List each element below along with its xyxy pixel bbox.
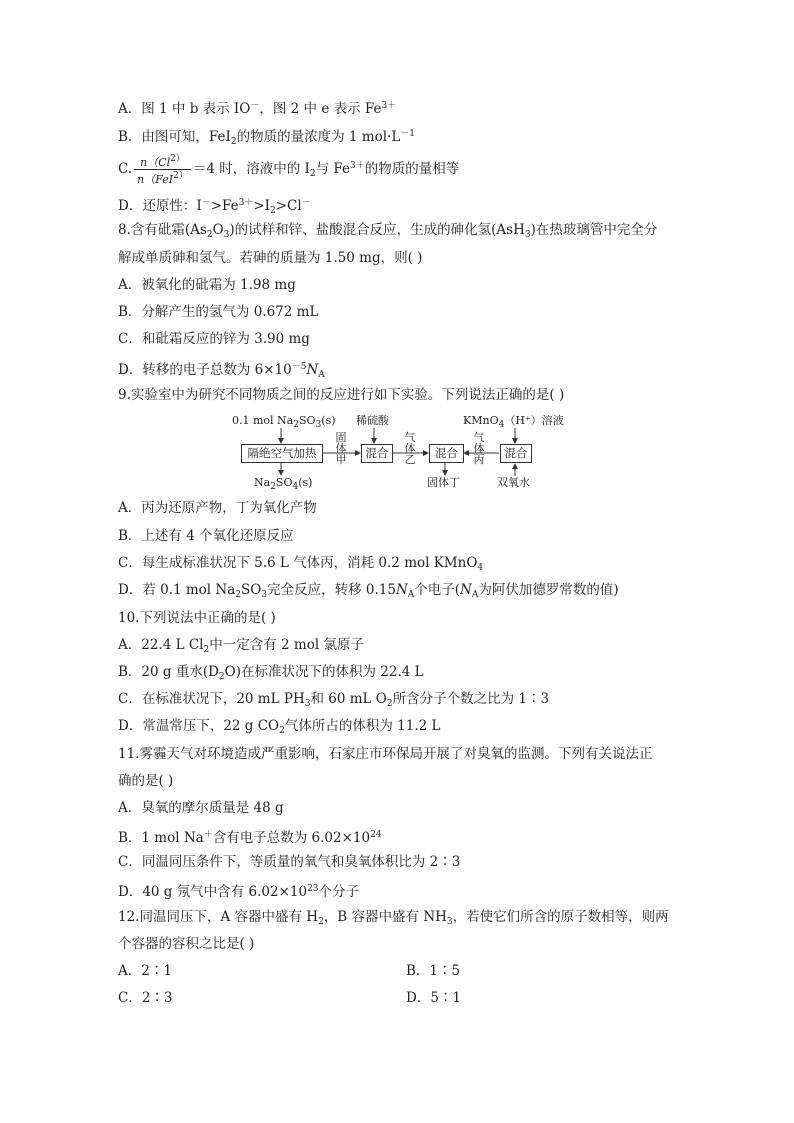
box-mix-3: 混合 (500, 444, 532, 463)
q11-option-c: C．同温同压条件下，等质量的氧气和臭氧体积比为 2∶3 (118, 854, 461, 870)
q8-stem-line1: 8.含有砒霜$(As_2O_3)$的试样和锌、盐酸混合反应，生成的砷化氢(AsH$_3$)在热玻璃管中完全分 (118, 222, 658, 240)
label-solid-ding: 固体丁 (427, 476, 460, 489)
q8-option-a: A．被氧化的砒霜为 1.98 mg (118, 277, 296, 293)
q8-option-b: B．分解产生的氢气为 0.672 mL (118, 304, 319, 320)
q9-option-a: A．丙为还原产物，丁为氧化产物 (118, 500, 317, 516)
fraction: $\frac{n(Cl^{2)}}{n(FeI^{2)}}$ (134, 153, 191, 186)
q12-option-a: A．2∶1 (118, 963, 172, 979)
q11-stem-line2: 确的是( ) (118, 773, 174, 789)
q9-option-b: B．上述有 4 个氧化还原反应 (118, 528, 294, 544)
q11-option-a: A．臭氧的摩尔质量是 48 g (118, 800, 284, 816)
box-mix-1: 混合 (361, 444, 393, 463)
q7-option-d: D．还原性：$I^->Fe^{3+}>I_2>Cl^-$ (118, 198, 311, 216)
q7-option-b: B．由图可知，FeI$_2$的物质的量浓度为 1 $mol\cdot L^{-1}$ (118, 129, 416, 147)
q11-option-b: B．1 mol Na＋含有电子总数为 $6.02\times 10^{24}$ (118, 830, 382, 846)
q8-stem-line2: 解成单质砷和氢气。若砷的质量为 1.50 mg，则( ) (118, 250, 423, 266)
reagent-kmno4: KMnO$_4$（H⁺）溶液 (463, 414, 564, 430)
product-na2so4: $Na_2SO_4(s)$ (254, 476, 313, 492)
q11-option-d: D．40 g 氖气中含有 $6.02\times 10^{23}$个分子 (118, 884, 360, 900)
q9-stem: 9.实验室中为研究不同物质之间的反应进行如下实验。下列说法正确的是( ) (118, 387, 565, 403)
q12-option-c: C．2∶3 (118, 990, 173, 1006)
reactant-na2so3: 0.1 mol $Na_2SO_3(s)$ (232, 414, 336, 430)
q8-option-c: C．和砒霜反应的锌为 3.90 mg (118, 331, 310, 347)
label-solid-jia: 固 体 甲 (335, 431, 347, 466)
q12-option-b: B．1∶5 (406, 963, 461, 979)
q11-stem-line1: 11.雾霾天气对环境造成严重影响，石家庄市环保局开展了对臭氧的监测。下列有关说法正 (118, 746, 653, 762)
q12-stem-line1: 12.同温同压下，A 容器中盛有 $H_2$，B 容器中盛有 $NH_3$，若使它们所含的原子数相等，则两 (118, 909, 669, 927)
q12-stem-line2: 个容器的容积之比是( ) (118, 936, 255, 952)
box-isolate-heat: 隔绝空气加热 (241, 444, 323, 463)
q10-option-a: A．22.4 L $Cl_2$中一定含有 2 mol 氯原子 (118, 637, 364, 655)
label-hydrogen-peroxide: 双氧水 (497, 476, 530, 489)
q12-option-d: D．5∶1 (406, 990, 462, 1006)
box-mix-2: 混合 (429, 444, 464, 463)
q10-stem: 10.下列说法中正确的是( ) (118, 610, 276, 626)
q7-option-a: A．图 1 中 b 表示 IO－，图 2 中 e 表示 $Fe^{3+}$ (118, 101, 397, 117)
label-dilute-sulfuric-acid: 稀硫酸 (356, 414, 389, 427)
q10-option-c: C．在标准状况下，20 mL $PH_3$和 60 mL $O_2$所含分子个数之比为 1∶3 (118, 691, 550, 709)
label-gas-yi: 气 体 乙 (404, 431, 416, 466)
q7-option-c: C. $\frac{n(Cl^{2)}}{n(FeI^{2)}}$ ＝4 时，溶液中的 $I_2$与 $Fe^{3+}$的物质的量相等 (118, 154, 460, 186)
q9-option-c: C．每生成标准状况下 5.6 L 气体丙，消耗 0.2 mol KMnO$_4$ (118, 555, 484, 573)
diagram-arrows (0, 0, 794, 500)
label-gas-bing: 气 体 丙 (473, 431, 485, 466)
q10-option-d: D．常温常压下，22 g $CO_2$气体所占的体积为 11.2 L (118, 718, 441, 736)
q10-option-b: B．20 g 重水$(D_2O)$在标准状况下的体积为 22.4 L (118, 664, 424, 682)
q9-option-d: D．若 0.1 mol $Na_2SO_3$完全反应，转移 $0.15N_A$个电子($N_A$为阿伏加德罗常数的值) (118, 582, 619, 600)
q8-option-d: D．转移的电子总数为 $6\times 10^{-5}N_A$ (118, 362, 325, 380)
